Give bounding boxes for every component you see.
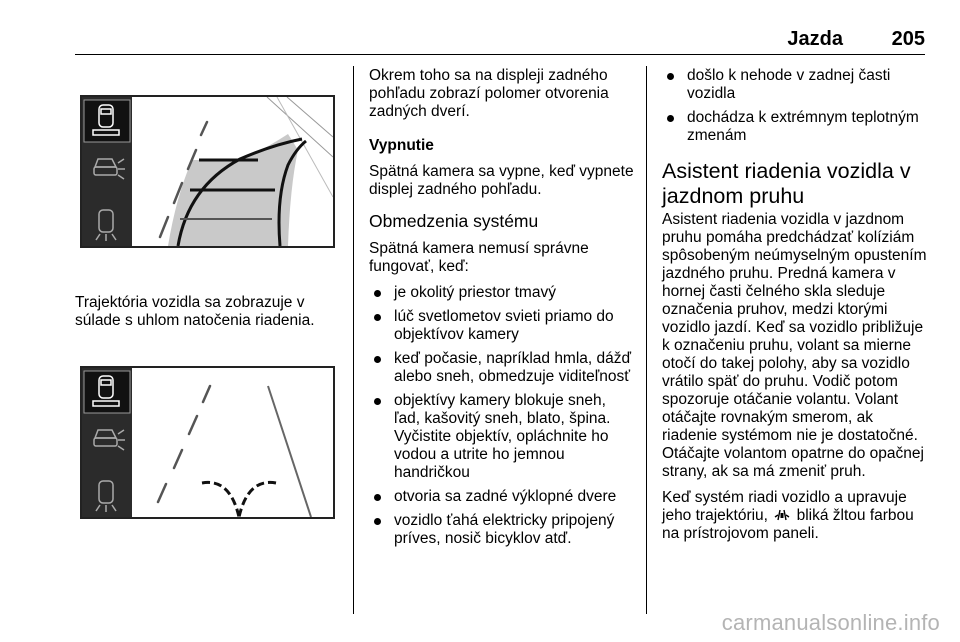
lane-assist-paragraph: Asistent riadenia vozidla v jazdnom pruhu pomáha predchádzať kolíziám spôsobeným neúmyselným opustením jazdného pruhu. Predná kamera v hornej časti čelného skla sleduje označenia pruhov, medzi ktorými vozidlo jazdí. Keď sa vozidlo približuje k označeniu pruhu, volant sa mierne otočí do takej polohy, aby sa vozidlo vrátilo späť do pruhu. Vodič potom spozoruje otáčanie volantu. Volant otáčajte rovnakým smerom, ak riadenie systémom nie je dostatočné. Otáčajte volantom opatrne do opačnej strany, ak sa má zmeniť pruh.	[662, 211, 927, 480]
caption-text: Trajektória vozidla sa zobrazuje v súlade s uhlom natočenia riadenia.	[75, 294, 315, 329]
indicator-text-before: Keď systém riadi vozidlo a upravuje jeho trajektóriu,	[662, 489, 907, 524]
list-item: je okolitý priestor tmavý	[369, 284, 634, 302]
rear-camera-figure-trajectory	[80, 95, 335, 248]
column-divider-1	[353, 66, 354, 614]
list-item: keď počasie, napríklad hmla, dážď alebo sneh, obmedzuje viditeľnosť	[369, 350, 634, 386]
list-item: došlo k nehode v zadnej časti vozidla	[662, 67, 932, 103]
page-header	[75, 28, 925, 55]
list-item: dochádza k extrémnym teplotným zmenám	[662, 109, 932, 145]
page-number: 205	[891, 28, 925, 50]
limits-heading: Obmedzenia systému	[369, 211, 539, 231]
column-2	[369, 67, 634, 554]
limits-list-continued	[662, 67, 932, 145]
lane-assist-indicator-paragraph	[662, 489, 932, 543]
rear-camera-figure-door-radius	[80, 366, 335, 519]
column-divider-2	[646, 66, 647, 614]
list-item: otvoria sa zadné výklopné dvere	[369, 488, 634, 506]
lane-assist-icon	[772, 508, 792, 522]
intro-paragraph: Okrem toho sa na displeji zadného pohľadu zobrazí polomer otvorenia zadných dverí.	[369, 67, 609, 120]
list-item: vozidlo ťahá elektricky pripojený príves, nosič bicyklov atď.	[369, 512, 634, 548]
limits-list	[369, 284, 634, 548]
vypnutie-paragraph: Spätná kamera sa vypne, keď vypnete displej zadného pohľadu.	[369, 163, 634, 198]
lane-assist-heading: Asistent riadenia vozidla v jazdnom pruhu	[662, 159, 911, 208]
section-title: Jazda	[787, 28, 843, 50]
list-item: objektívy kamery blokuje sneh, ľad, kašovitý sneh, blato, špina. Vyčistite objektív, opláchnite ho vodou a utrite ho jemnou handričkou	[369, 392, 634, 482]
figure-caption	[75, 294, 340, 338]
indicator-text-after: bliká žltou farbou na prístrojovom paneli.	[662, 507, 914, 542]
column-3	[662, 67, 932, 551]
watermark: carmanualsonline.info	[721, 610, 940, 635]
vypnutie-heading: Vypnutie	[369, 137, 434, 154]
list-item: lúč svetlometov svieti priamo do objektívov kamery	[369, 308, 634, 344]
limits-intro: Spätná kamera nemusí správne fungovať, keď:	[369, 240, 589, 275]
